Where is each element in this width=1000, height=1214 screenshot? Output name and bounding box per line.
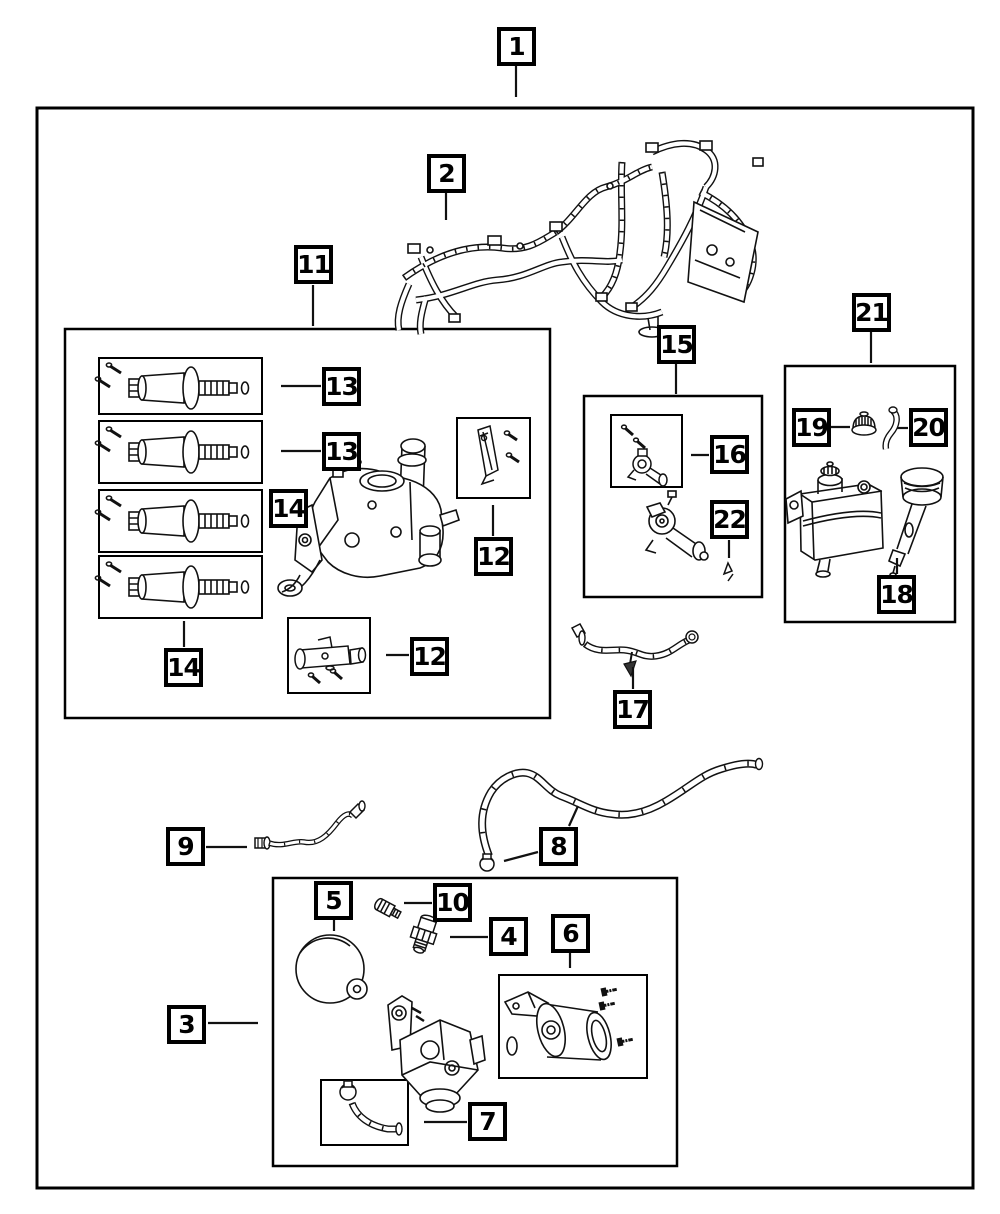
sensor-illustration-10 [373, 897, 402, 920]
solenoid-illustration-row1 [95, 363, 248, 409]
callout-6: 6 [551, 914, 590, 953]
callout-19: 19 [792, 408, 831, 447]
callout-9: 9 [166, 827, 205, 866]
callout-18: 18 [877, 575, 916, 614]
hose-illustration-9 [255, 801, 365, 849]
callout-16: 16 [710, 435, 749, 474]
clamp-illustration-12-top [478, 426, 519, 484]
callout-22: 22 [710, 500, 749, 539]
callout-17: 17 [613, 690, 652, 729]
solenoid-illustration-row3 [95, 496, 248, 542]
hose-illustration-7 [340, 1081, 402, 1135]
callout-2: 2 [427, 154, 466, 193]
callout-7: 7 [468, 1102, 507, 1141]
callout-4: 4 [489, 917, 528, 956]
solenoid-illustration-row2 [95, 427, 248, 473]
cap-illustration-19 [852, 412, 876, 435]
cooler-box-6 [499, 975, 647, 1078]
callout-15: 15 [657, 325, 696, 364]
callout-13-lower: 13 [322, 432, 361, 471]
valve-illustration-16 [622, 425, 667, 486]
callout-3: 3 [167, 1005, 206, 1044]
callout-12-upper: 12 [474, 537, 513, 576]
callout-10: 10 [433, 883, 472, 922]
hose-box-7 [321, 1080, 408, 1145]
callout-12-lower: 12 [410, 637, 449, 676]
callout-21: 21 [852, 293, 891, 332]
tube-illustration-20 [886, 407, 897, 449]
hose-illustration-8 [480, 759, 763, 872]
reservoir-illustration-21 [786, 462, 883, 577]
callout-5: 5 [314, 881, 353, 920]
clip-illustration-22 [724, 563, 733, 581]
callout-14-lower: 14 [164, 648, 203, 687]
callout-1: 1 [497, 27, 536, 66]
hose-illustration-17 [572, 624, 698, 676]
cooler-illustration-6 [505, 986, 633, 1062]
callout-11: 11 [294, 245, 333, 284]
bracket-illustration-12-bottom [295, 637, 366, 683]
callout-20: 20 [909, 408, 948, 447]
callout-14-upper: 14 [269, 489, 308, 528]
valve-illustration-15 [646, 491, 708, 560]
clamp-illustration-8 [480, 854, 494, 871]
callout-8: 8 [539, 827, 578, 866]
callout-13-upper: 13 [322, 367, 361, 406]
solenoid-illustration-row4 [95, 562, 248, 608]
pump-assembly-illustration-3 [388, 996, 485, 1112]
accumulator-illustration-5 [296, 935, 367, 1003]
